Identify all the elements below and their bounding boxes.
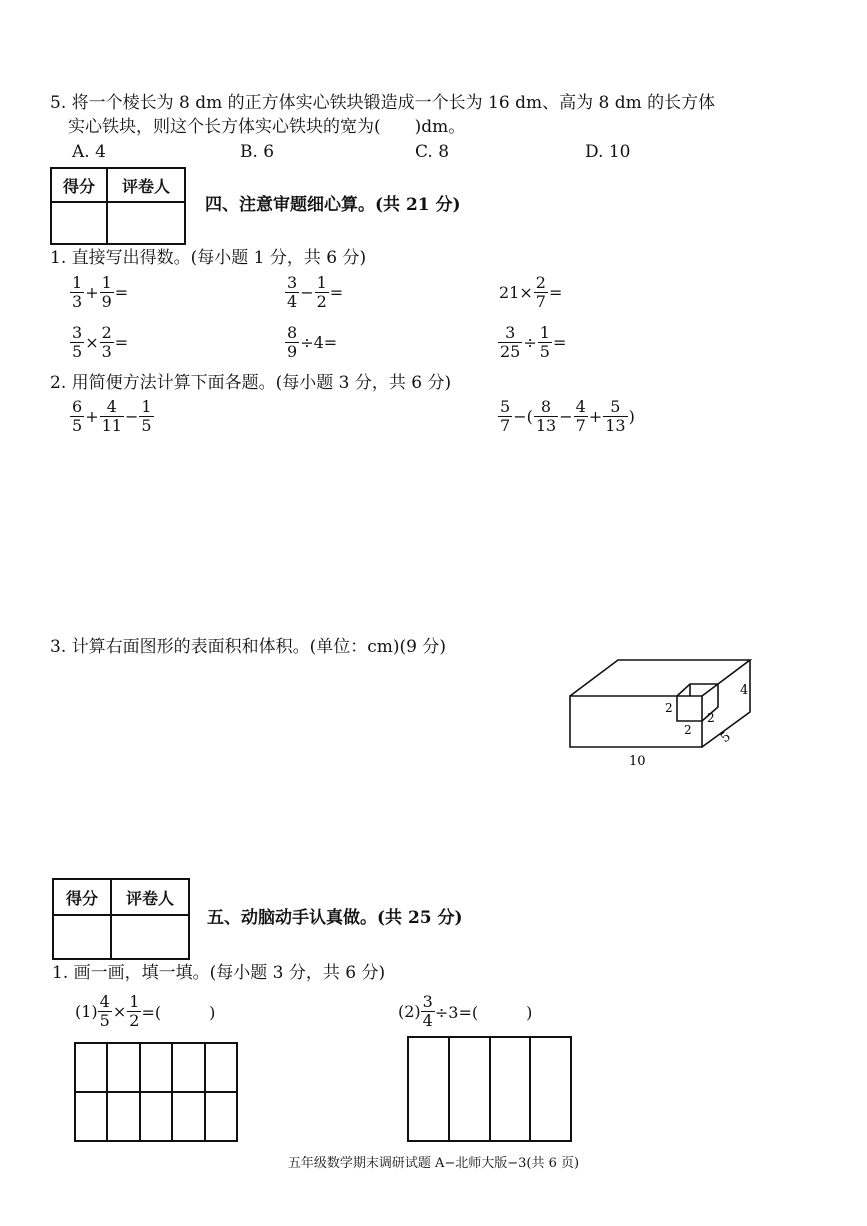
numerator: 1 — [101, 273, 112, 292]
denominator: 3 — [101, 342, 112, 361]
label-notch-c: 2 — [707, 711, 715, 725]
numerator: 5 — [500, 397, 511, 416]
grid2-cell[interactable] — [490, 1037, 531, 1141]
numerator: 5 — [603, 398, 627, 417]
section4-title: 四、注意审题细心算。(共 21 分) — [205, 195, 461, 215]
q1-item-6 — [498, 324, 567, 361]
operator: ) — [628, 407, 635, 426]
fraction — [285, 324, 299, 361]
denominator: 13 — [535, 416, 557, 435]
numerator: 3 — [498, 324, 522, 343]
operator: 21× — [499, 283, 533, 302]
numerator: 4 — [100, 398, 124, 417]
p2-answer-blank[interactable]: ÷3=( ) — [434, 1003, 533, 1022]
section5-title: 五、动脑动手认真做。(共 25 分) — [207, 908, 463, 928]
fraction — [100, 324, 114, 361]
numerator: 4 — [575, 397, 586, 416]
p2-num: 3 — [422, 992, 433, 1011]
operator: − — [559, 407, 573, 426]
operator: − — [124, 407, 139, 426]
p1-frac-2 — [127, 993, 141, 1030]
grader-cell-2[interactable] — [111, 915, 189, 959]
fraction — [498, 324, 522, 361]
p2-label: (2) — [398, 1002, 421, 1021]
q5-option-a: A. 4 — [72, 142, 106, 162]
q3-title: 3. 计算右面图形的表面积和体积。(单位：cm)(9 分) — [50, 637, 447, 657]
grid1-cell[interactable] — [205, 1092, 237, 1141]
s5-problem-1 — [75, 993, 215, 1030]
numerator: 3 — [287, 273, 298, 292]
denominator: 5 — [141, 416, 152, 435]
numerator: 6 — [72, 397, 83, 416]
operator: = — [552, 333, 567, 352]
operator: = — [114, 333, 129, 352]
operator: − — [300, 283, 314, 302]
p1-times: × — [112, 1002, 127, 1021]
denominator: 7 — [575, 416, 586, 435]
fraction — [70, 398, 84, 435]
operator: + — [85, 283, 99, 302]
denominator: 5 — [539, 342, 550, 361]
grid2-cell[interactable] — [530, 1037, 571, 1141]
q1-title: 1. 直接写出得数。(每小题 1 分，共 6 分) — [50, 248, 367, 268]
grid1-cell[interactable] — [75, 1043, 107, 1092]
q2-title: 2. 用简便方法计算下面各题。(每小题 3 分，共 6 分) — [50, 373, 452, 393]
grid2-cell[interactable] — [408, 1037, 449, 1141]
grid1-cell[interactable] — [75, 1092, 107, 1141]
fraction — [603, 398, 627, 435]
p1-answer-blank[interactable]: =( ) — [141, 1003, 216, 1022]
numerator: 2 — [101, 323, 112, 342]
numerator: 1 — [539, 323, 550, 342]
q2-item-2 — [498, 398, 636, 435]
p1-label: (1) — [75, 1002, 98, 1021]
s5-problem-2 — [398, 993, 532, 1030]
label-height: 4 — [740, 683, 749, 698]
q1-item-2 — [285, 274, 344, 311]
label-notch-b: 2 — [684, 723, 692, 737]
grid1-cell[interactable] — [172, 1043, 204, 1092]
grader-cell[interactable] — [107, 202, 185, 244]
denominator: 11 — [101, 416, 122, 435]
numerator: 3 — [72, 323, 83, 342]
grid1-cell[interactable] — [107, 1043, 139, 1092]
denominator: 2 — [316, 292, 327, 311]
p1-f1-num: 4 — [99, 992, 110, 1011]
denominator: 5 — [72, 342, 83, 361]
grid1-cell[interactable] — [205, 1043, 237, 1092]
score-cell[interactable] — [51, 202, 107, 244]
drawing-grid-2[interactable] — [407, 1036, 572, 1142]
denominator: 13 — [605, 416, 626, 435]
denominator: 9 — [101, 292, 112, 311]
denominator: 9 — [287, 342, 298, 361]
score-box — [50, 167, 186, 245]
operator: = — [548, 283, 563, 302]
fraction — [315, 274, 329, 311]
denominator: 7 — [535, 292, 546, 311]
score-label: 得分 — [51, 168, 107, 202]
p1-f1-den: 5 — [99, 1011, 110, 1030]
numerator: 1 — [72, 273, 83, 292]
fraction — [574, 398, 588, 435]
denominator: 25 — [500, 342, 521, 361]
fraction — [100, 274, 114, 311]
p2-frac — [421, 993, 435, 1030]
numerator: 2 — [535, 273, 546, 292]
grid2-cell[interactable] — [449, 1037, 490, 1141]
q1-item-3 — [498, 274, 563, 311]
q5-line2: 实心铁块，则这个长方体实心铁块的宽为( )dm。 — [68, 117, 466, 137]
numerator: 8 — [287, 323, 298, 342]
operator: ÷4= — [300, 333, 338, 352]
p1-f2-den: 2 — [129, 1011, 140, 1030]
denominator: 5 — [72, 416, 83, 435]
grader-label-2: 评卷人 — [111, 879, 189, 915]
q5-line1: 5. 将一个棱长为 8 dm 的正方体实心铁块锻造成一个长为 16 dm、高为 8 dm 的长方体 — [50, 93, 716, 113]
grid1-cell[interactable] — [107, 1092, 139, 1141]
grid1-cell[interactable] — [140, 1043, 172, 1092]
cuboid-figure — [560, 650, 760, 775]
p1-f2-num: 1 — [129, 992, 140, 1011]
grid1-cell[interactable] — [140, 1092, 172, 1141]
fraction — [498, 398, 512, 435]
numerator: 1 — [316, 273, 327, 292]
score-cell-2[interactable] — [53, 915, 111, 959]
denominator: 3 — [72, 292, 83, 311]
operator: = — [329, 283, 344, 302]
operator: = — [114, 283, 129, 302]
q1-item-1 — [70, 274, 129, 311]
q2-item-1 — [70, 398, 154, 435]
label-width: 5 — [717, 729, 734, 747]
page-footer: 五年级数学期末调研试题 A−北师大版−3(共 6 页) — [287, 1156, 580, 1171]
q5-option-d: D. 10 — [585, 142, 631, 162]
p1-frac-1 — [98, 993, 112, 1030]
label-notch-a: 2 — [665, 701, 673, 715]
s5-q1-title: 1. 画一画，填一填。(每小题 3 分，共 6 分) — [52, 963, 386, 983]
q1-item-5 — [285, 324, 338, 361]
q1-item-4 — [70, 324, 129, 361]
score-box-2 — [52, 878, 190, 960]
fraction — [70, 324, 84, 361]
numerator: 8 — [534, 398, 558, 417]
grader-label: 评卷人 — [107, 168, 185, 202]
operator: + — [85, 407, 99, 426]
fraction — [534, 274, 548, 311]
denominator: 4 — [287, 292, 298, 311]
fraction — [534, 398, 558, 435]
q5-option-c: C. 8 — [415, 142, 450, 162]
denominator: 7 — [500, 416, 511, 435]
fraction — [139, 398, 153, 435]
drawing-grid-1[interactable] — [74, 1042, 238, 1142]
operator: + — [588, 407, 603, 426]
score-label-2: 得分 — [53, 879, 111, 915]
operator: × — [85, 333, 99, 352]
operator: ÷ — [523, 333, 537, 352]
p2-den: 4 — [422, 1011, 433, 1030]
numerator: 1 — [141, 397, 152, 416]
grid1-cell[interactable] — [172, 1092, 204, 1141]
fraction — [70, 274, 84, 311]
fraction — [538, 324, 552, 361]
operator: −( — [513, 407, 533, 426]
q5-option-b: B. 6 — [240, 142, 275, 162]
fraction — [285, 274, 299, 311]
fraction — [100, 398, 124, 435]
label-length: 10 — [629, 754, 646, 769]
